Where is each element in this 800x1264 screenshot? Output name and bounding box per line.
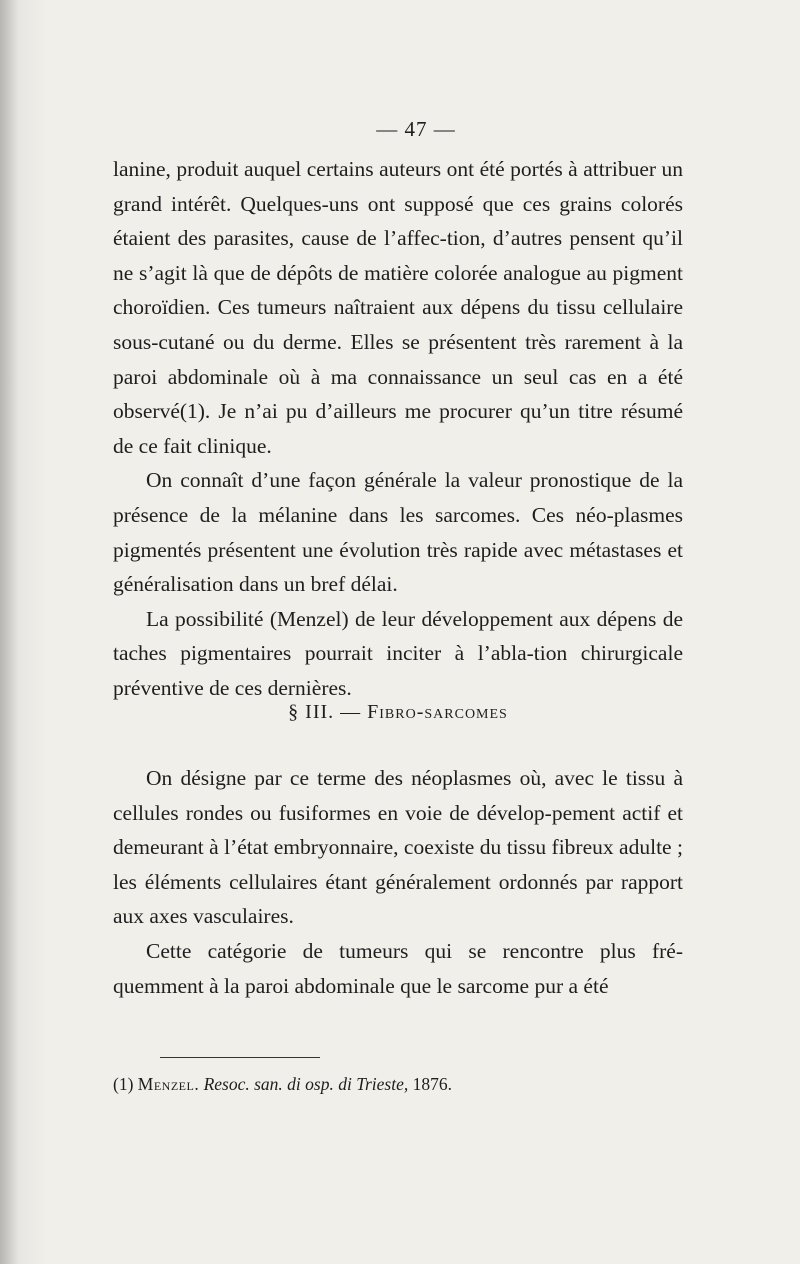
footnote-divider xyxy=(160,1057,320,1058)
paragraph: On désigne par ce terme des néoplasmes où, avec le tissu à cellules rondes ou fusiformes en voie de dévelop-pement actif et demeurant à l’état embryonnaire, coexiste du tissu fibreux adulte ; les éléments cellulaires étant généralement ordonnés par rapport aux axes vasculaires. xyxy=(113,766,683,929)
paragraph: On connaît d’une façon générale la valeur pronostique de la présence de la mélanine dans les sarcomes. Ces néo-plasmes pigmentés présentent une évolution très rapide avec métastases et généralisation dans un bref délai. xyxy=(113,468,683,597)
section-title: Fibro-sarcomes xyxy=(367,701,508,723)
body-text-lower xyxy=(113,761,683,1003)
section-prefix: § III. — xyxy=(288,701,368,723)
page-spine-shadow xyxy=(0,0,18,1264)
footnote-author: Menzel. xyxy=(137,1074,200,1094)
page-number: — 47 — xyxy=(376,117,456,141)
footnote xyxy=(113,1072,452,1096)
body-text-upper xyxy=(113,152,683,706)
footnote-year: 1876. xyxy=(408,1074,452,1094)
paragraph: lanine, produit auquel certains auteurs ont été portés à attribuer un grand intérêt. Quelques-uns ont supposé que ces grains colorés étaient des parasites, cause de l’affec-tion, d’autres pensent qu’il ne s’agit là que de dépôts de matière colorée analogue au pigment choroïdien. Ces tumeurs naîtraient aux dépens du tissu cellulaire sous-cutané ou du derme. Elles se présentent très rarement à la paroi abdominale où à ma connaissance un seul cas en a été observé(1). Je n’ai pu d’ailleurs me procurer qu’un titre résumé de ce fait clinique. xyxy=(113,157,683,458)
footnote-marker: (1) xyxy=(113,1074,138,1094)
section-heading xyxy=(113,701,683,724)
paragraph: Cette catégorie de tumeurs qui se rencontre plus fré-quemment à la paroi abdominale que le sarcome pur a été xyxy=(113,938,683,998)
footnote-title: Resoc. san. di osp. di Trieste, xyxy=(199,1074,409,1094)
paragraph: La possibilité (Menzel) de leur développement aux dépens de taches pigmentaires pourrait inciter à l’abla-tion chirurgicale préventive de ces dernières. xyxy=(113,606,683,700)
